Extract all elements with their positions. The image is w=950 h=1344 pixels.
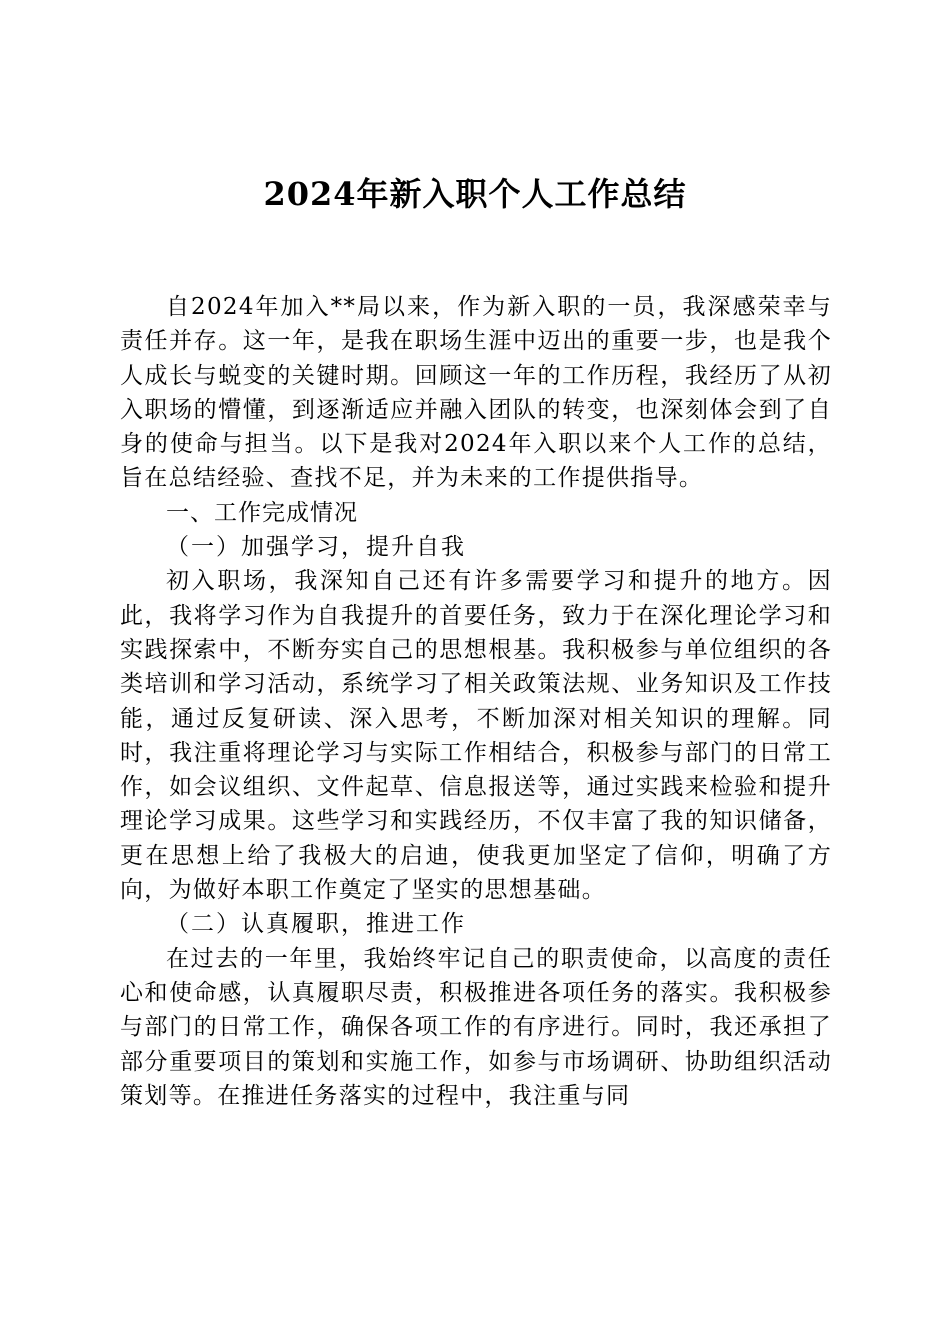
document-title: 2024年新入职个人工作总结 xyxy=(263,175,687,213)
document-body xyxy=(120,290,832,1113)
subsection-paragraph-learning: 初入职场，我深知自己还有许多需要学习和提升的地方。因此，我将学习作为自我提升的首要任务，致力于在深化理论学习和实践探索中，不断夯实自己的思想根基。我积极参与单位组织的各类培训和学习活动，系统学习了相关政策法规、业务知识及工作技能，通过反复研读、深入思考，不断加深对相关知识的理解。同时，我注重将理论学习与实际工作相结合，积极参与部门的日常工作，如会议组织、文件起草、信息报送等，通过实践来检验和提升理论学习成果。这些学习和实践经历，不仅丰富了我的知识储备，更在思想上给了我极大的启迪，使我更加坚定了信仰，明确了方向，为做好本职工作奠定了坚实的思想基础。 xyxy=(120,568,832,904)
intro-paragraph: 自2024年加入**局以来，作为新入职的一员，我深感荣幸与责任并存。这一年，是我在职场生涯中迈出的重要一步，也是我个人成长与蜕变的关键时期。回顾这一年的工作历程，我经历了从初入职场的懵懂，到逐渐适应并融入团队的转变，也深刻体会到了自身的使命与担当。以下是我对2024年入职以来个人工作的总结，旨在总结经验、查找不足，并为未来的工作提供指导。 xyxy=(120,294,832,492)
subsection-heading-learning: （一）加强学习，提升自我 xyxy=(166,534,466,561)
section-heading-work-completion: 一、工作完成情况 xyxy=(166,499,358,526)
subsection-heading-duties: （二）认真履职，推进工作 xyxy=(166,911,466,938)
subsection-paragraph-duties: 在过去的一年里，我始终牢记自己的职责使命，以高度的责任心和使命感，认真履职尽责，积极推进各项任务的落实。我积极参与部门的日常工作，确保各项工作的有序进行。同时，我还承担了部分重要项目的策划和实施工作，如参与市场调研、协助组织活动策划等。在推进任务落实的过程中，我注重与同 xyxy=(120,945,832,1109)
